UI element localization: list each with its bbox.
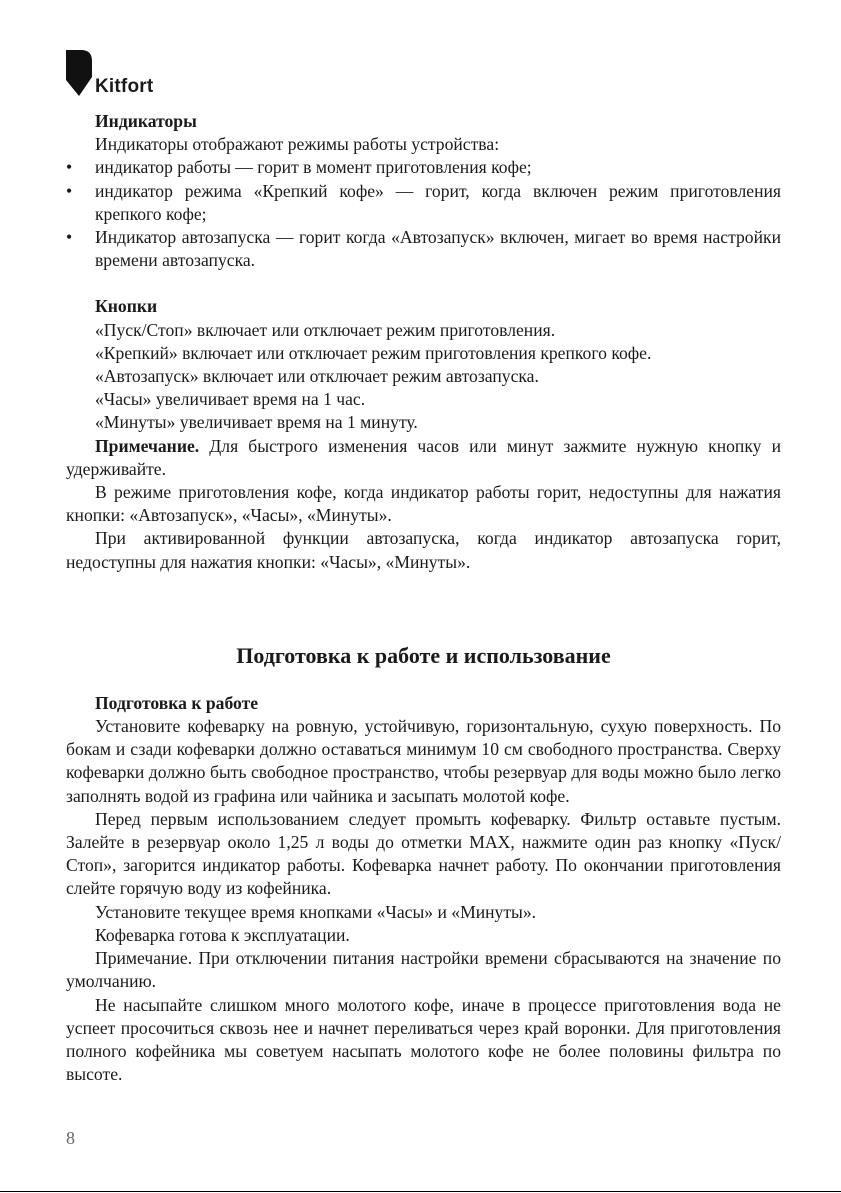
indicators-heading: Индикаторы xyxy=(95,111,197,131)
list-item: • индикатор работы — горит в момент приготовления кофе; xyxy=(66,157,532,178)
section-paragraph: Установите текущее время кнопками «Часы» и «Минуты». xyxy=(95,901,537,922)
buttons-heading: Кнопки xyxy=(95,296,158,317)
document-body xyxy=(66,110,781,1086)
buttons-line: «Минуты» увеличивает время на 1 минуту. xyxy=(95,412,418,433)
buttons-paragraph: При активированной функции автозапуска, когда индикатор автозапуска горит, недоступны для нажатия кнопки: «Часы», «Минуты». xyxy=(66,528,781,572)
bottom-rule xyxy=(0,1191,841,1192)
buttons-line: «Часы» увеличивает время на 1 час. xyxy=(95,389,366,410)
section-paragraph: Примечание. При отключении питания настройки времени сбрасываются на значение по умолчанию. xyxy=(66,948,781,992)
section-title: Подготовка к работе и использование xyxy=(236,642,611,668)
buttons-line: «Автозапуск» включает или отключает режим автозапуска. xyxy=(95,366,539,387)
section-paragraph: Перед первым использованием следует промыть кофеварку. Фильтр оставьте пустым. Залейте в резервуар около 1,25 л воды до отметки MAX, нажмите один раз кнопку «Пуск/Стоп», загорится индикатор работы. Кофеварка начнет работу. По окончании приготовления слейте горячую воду из кофейника. xyxy=(66,808,781,899)
indicators-intro: Индикаторы отображают режимы работы устройства: xyxy=(95,134,500,155)
logo-text: Kitfort xyxy=(95,76,154,97)
section-subheading: Подготовка к работе xyxy=(95,692,259,713)
section-paragraph: Кофеварка готова к эксплуатации. xyxy=(95,924,350,945)
buttons-note: Примечание. Для быстрого изменения часов или минут зажмите нужную кнопку и удерживайте. xyxy=(66,435,781,479)
section-paragraph: Не насыпайте слишком много молотого кофе, иначе в процессе приготовления вода не успеет просочиться сквозь нее и начнет переливаться через край воронки. Для приготовления полного кофейника мы советуем насыпать молотого кофе не более половины фильтра по высоте. xyxy=(66,994,781,1085)
page-number: 8 xyxy=(66,1128,75,1148)
buttons-paragraph: В режиме приготовления кофе, когда индикатор работы горит, недоступны для нажатия кнопки: «Автозапуск», «Часы», «Минуты». xyxy=(66,482,781,526)
section-paragraph: Установите кофеварку на ровную, устойчивую, горизонтальную, сухую поверхность. По бокам и сзади кофеварки должно оставаться минимум 10 см свободного пространства. Сверху кофеварки должно быть свободное пространство, чтобы резервуар для воды можно было легко заполнять водой из графина или чайника и засыпать молотой кофе. xyxy=(66,716,781,806)
list-item: • Индикатор автозапуска — горит когда «Автозапуск» включен, мигает во время настройки времени автозапуска. xyxy=(66,227,781,271)
list-item: • индикатор режима «Крепкий кофе» — горит, когда включен режим приготовления крепкого кофе; xyxy=(66,180,781,224)
buttons-line: «Крепкий» включает или отключает режим приготовления крепкого кофе. xyxy=(95,342,652,363)
buttons-line: «Пуск/Стоп» включает или отключает режим приготовления. xyxy=(95,319,556,340)
kitfort-logo-icon xyxy=(66,50,92,96)
